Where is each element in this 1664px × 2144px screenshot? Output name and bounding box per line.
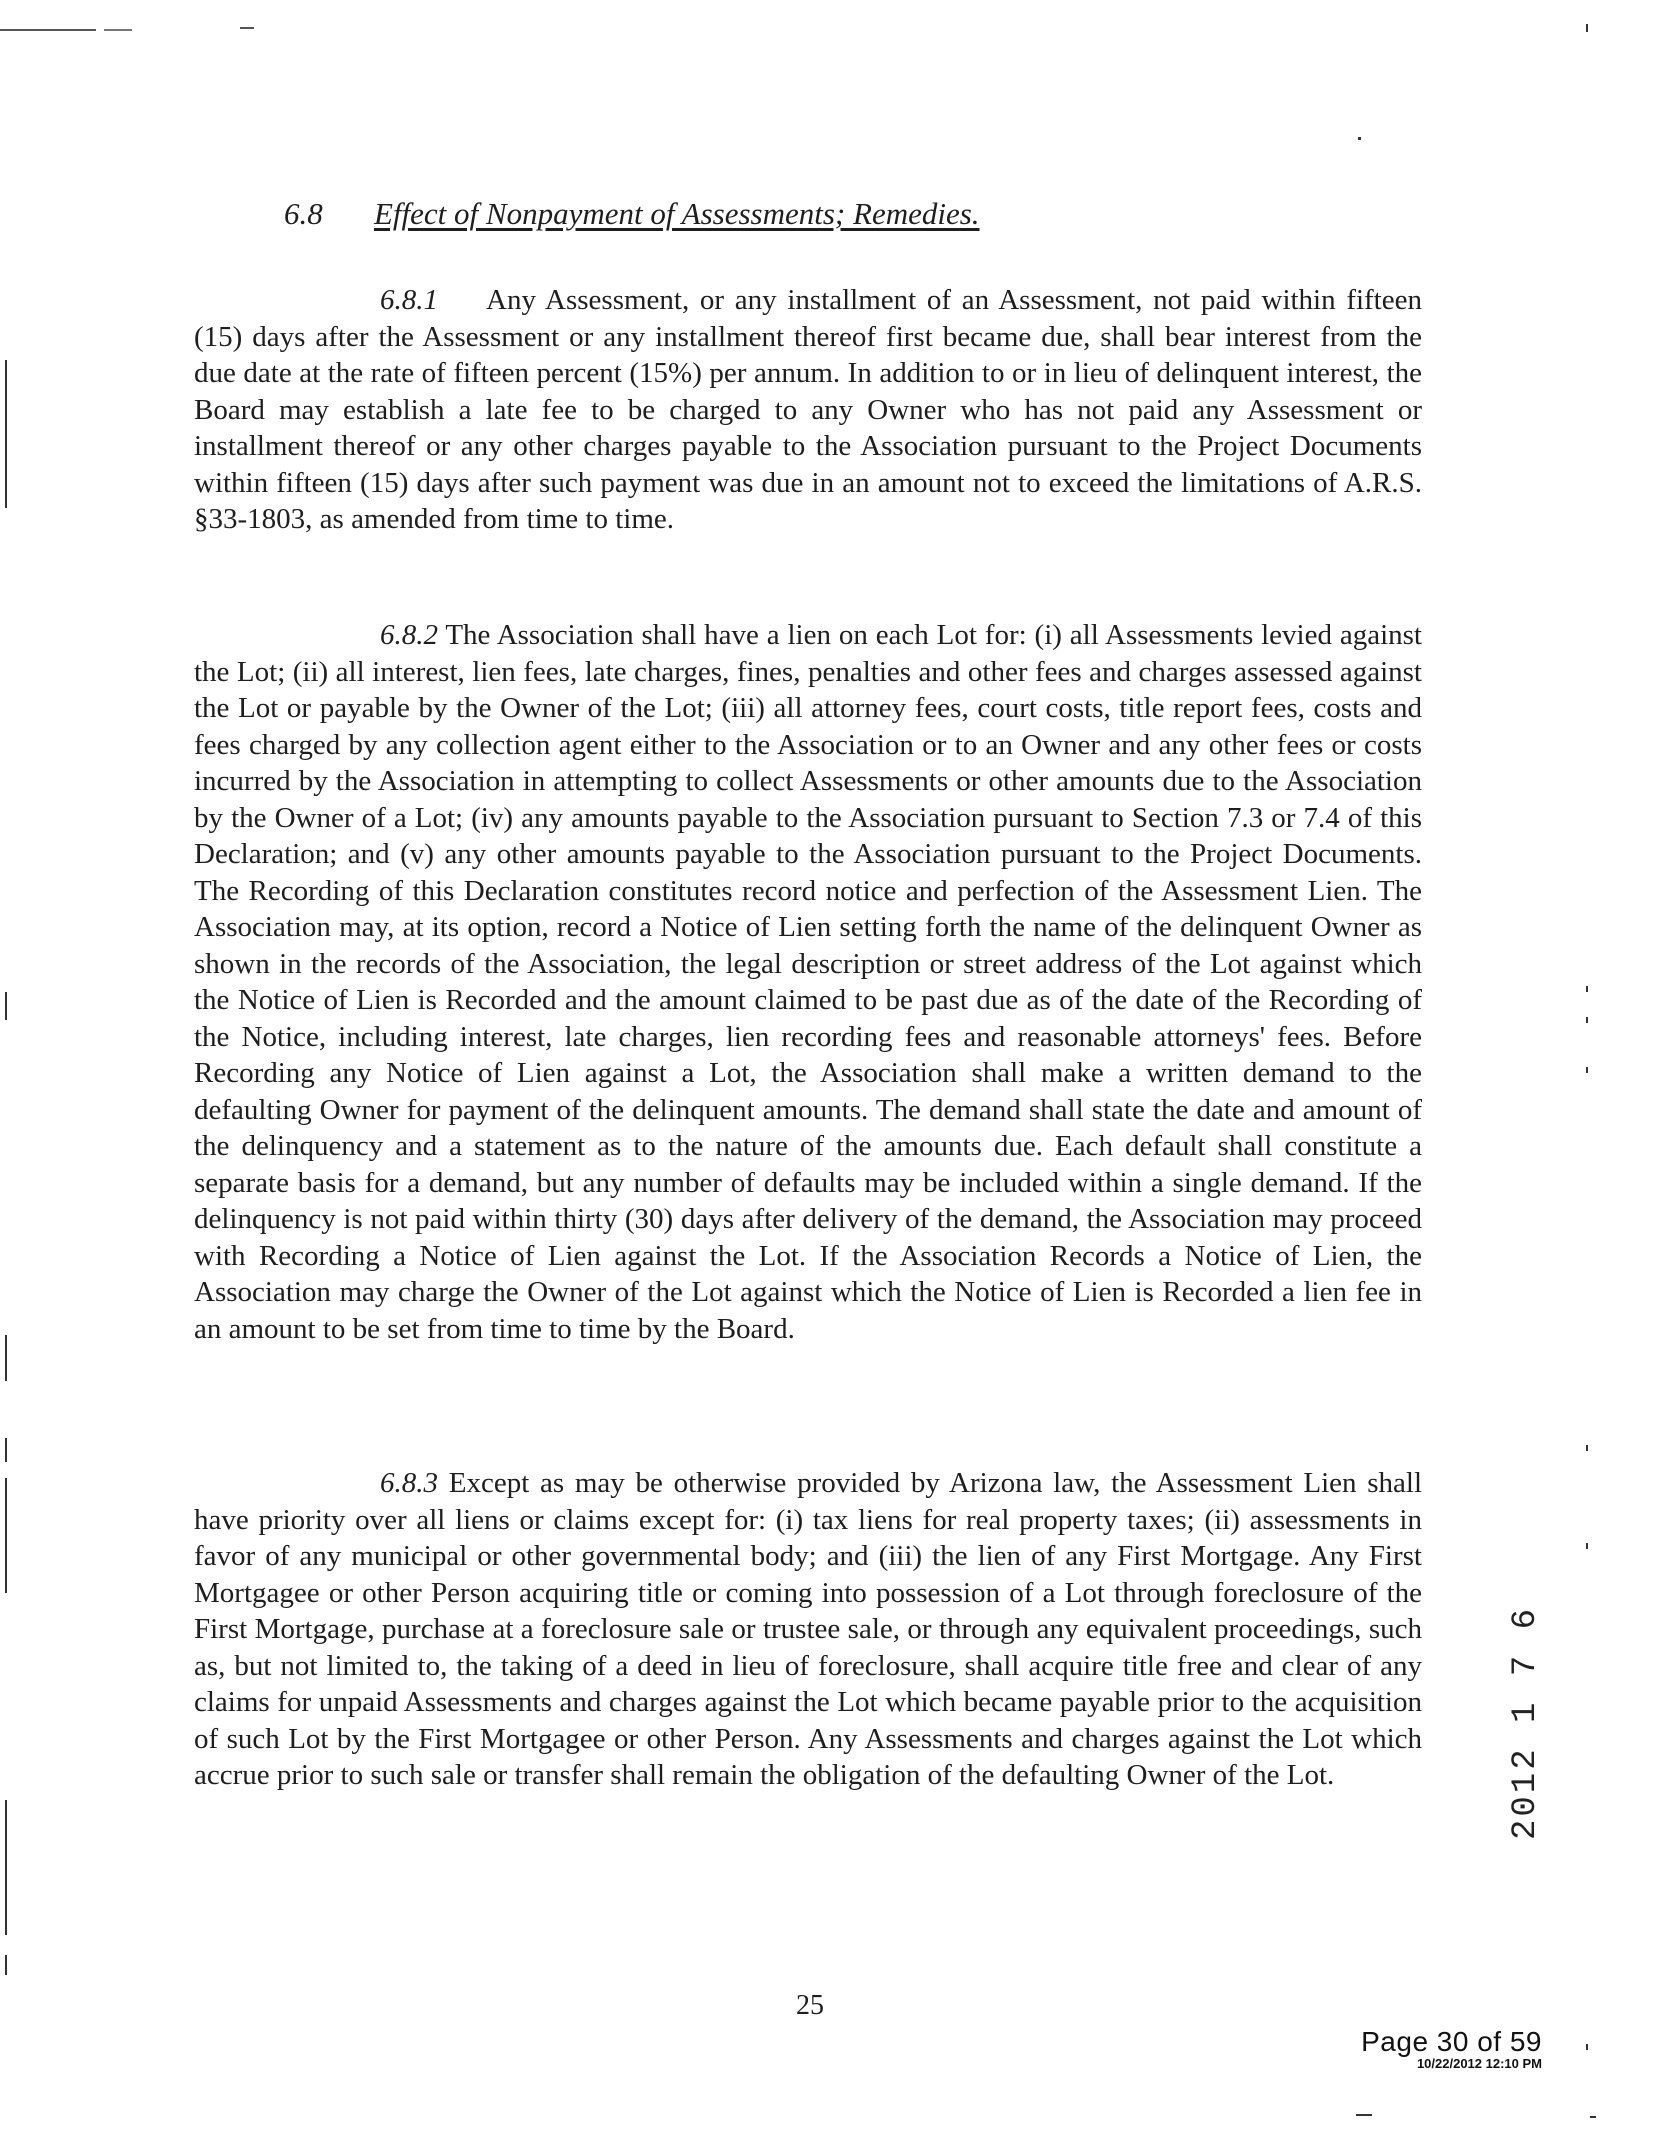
paragraph-number: 6.8.1 (380, 284, 438, 316)
page-number: 25 (796, 1990, 824, 2021)
stamp-page-count: Page 30 of 59 (1361, 2026, 1542, 2057)
paragraph-6-8-2 (194, 617, 1422, 1347)
scan-mark (240, 27, 254, 29)
margin-line (5, 1478, 7, 1593)
scan-speck (1586, 1543, 1588, 1549)
recorder-stamp (1361, 2026, 1542, 2071)
scan-mark (104, 29, 132, 31)
margin-line (5, 360, 7, 508)
scan-speck (1356, 2114, 1372, 2116)
margin-line (5, 1800, 7, 1935)
section-heading (284, 196, 980, 232)
paragraph-number: 6.8.2 (380, 619, 438, 651)
scan-speck (1590, 2116, 1596, 2118)
paragraph-6-8-3 (194, 1465, 1422, 1794)
scan-speck (1586, 2044, 1588, 2050)
scan-speck (1586, 1017, 1588, 1023)
paragraph-text: The Association shall have a lien on each Lot for: (i) all Assessments levied against the Lot; (ii) all interest, lien fees, late charges, fines, penalties and other fees and charges assessed against the Lot or payable by the Owner of the Lot; (iii) all attorney fees, court costs, title report fees, costs and fees charged by any collection agent either to the Association or to an Owner and any other fees or costs incurred by the Association in attempting to collect Assessments or other amounts due to the Association by the Owner of a Lot; (iv) any amounts payable to the Association pursuant to Section 7.3 or 7.4 of this Declaration; and (v) any other amounts payable to the Association pursuant to the Project Documents. The Recording of this Declaration constitutes record notice and perfection of the Assessment Lien. The Association may, at its option, record a Notice of Lien setting forth the name of the delinquent Owner as shown in the records of the Association, the legal description or street address of the Lot against which the Notice of Lien is Recorded and the amount claimed to be past due as of the date of the Recording of the Notice, including interest, late charges, lien recording fees and reasonable attorneys' fees. Before Recording any Notice of Lien against a Lot, the Association shall make a written demand to the defaulting Owner for payment of the delinquent amounts. The demand shall state the date and amount of the delinquency and a statement as to the nature of the amounts due. Each default shall constitute a separate basis for a demand, but any number of defaults may be included within a single demand. If the delinquency is not paid within thirty (30) days after delivery of the demand, the Association may proceed with Recording a Notice of Lien against the Lot. If the Association Records a Notice of Lien, the Association may charge the Owner of the Lot against which the Notice of Lien is Recorded a lien fee in an amount to be set from time to time by the Board. (194, 619, 1422, 1345)
margin-line (5, 992, 7, 1020)
paragraph-text: Any Assessment, or any installment of an Assessment, not paid within fifteen (15) days after the Assessment or any installment thereof first became due, shall bear interest from the due date at the rate of fifteen percent (15%) per annum. In addition to or in lieu of delinquent interest, the Board may establish a late fee to be charged to any Owner who has not paid any Assessment or installment thereof or any other charges payable to the Association pursuant to the Project Documents within fifteen (15) days after such payment was due in an amount not to exceed the limitations of A.R.S. §33-1803, as amended from time to time. (194, 284, 1422, 535)
paragraph-6-8-1 (194, 282, 1422, 538)
recording-number: 2012 1 7 6 (1507, 1605, 1545, 1840)
scan-speck (1586, 1445, 1588, 1451)
section-number: 6.8 (284, 196, 323, 231)
margin-line (5, 1955, 7, 1975)
scan-speck (1358, 137, 1361, 140)
scan-speck (1586, 986, 1588, 992)
scan-speck (1586, 1067, 1588, 1073)
scan-speck (1586, 24, 1588, 32)
scan-mark (0, 29, 96, 31)
margin-line (5, 1438, 7, 1462)
paragraph-number: 6.8.3 (380, 1467, 438, 1499)
stamp-datetime: 10/22/2012 12:10 PM (1416, 2056, 1542, 2071)
margin-line (5, 1335, 7, 1381)
paragraph-text: Except as may be otherwise provided by Arizona law, the Assessment Lien shall have priority over all liens or claims except for: (i) tax liens for real property taxes; (ii) assessments in favor of any municipal or other governmental body; and (iii) the lien of any First Mortgage. Any First Mortgagee or other Person acquiring title or coming into possession of a Lot through foreclosure of the First Mortgage, purchase at a foreclosure sale or trustee sale, or through any equivalent proceedings, such as, but not limited to, the taking of a deed in lieu of foreclosure, shall acquire title free and clear of any claims for unpaid Assessments and charges against the Lot which became payable prior to the acquisition of such Lot by the First Mortgagee or other Person. Any Assessments and charges against the Lot which accrue prior to such sale or transfer shall remain the obligation of the defaulting Owner of the Lot. (194, 1467, 1423, 1791)
section-title: Effect of Nonpayment of Assessments; Remedies. (374, 196, 980, 231)
